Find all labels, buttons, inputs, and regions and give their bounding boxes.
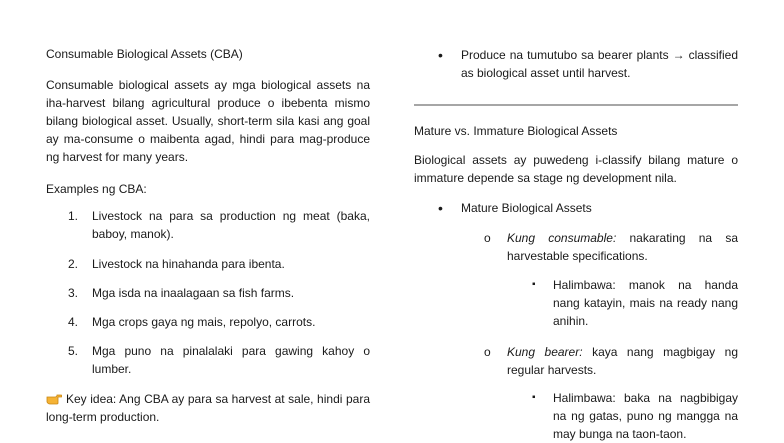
list-item-text: Mga crops gaya ng mais, repolyo, carrots. <box>92 315 316 329</box>
list-item-text: Livestock na para sa production ng meat (baka, baboy, manok). <box>92 209 370 241</box>
cba-intro: Consumable biological assets ay mga biological assets na iha-harvest bilang agricultural produce o ibebenta mismo bilang biological asset. Usually, short-term sila kasi ang goal ay ma-consume o maibenta agad, hindi para mag-produce ng harvest for many years. <box>46 78 370 164</box>
section-title: Mature vs. Immature Biological Assets <box>414 124 618 138</box>
pointing-hand-icon <box>46 391 62 405</box>
bullet-disc: • <box>438 200 443 216</box>
consumable-example: Halimbawa: manok na handa nang katayin, mais na ready nang anihin. <box>553 278 738 328</box>
bullet-disc: • <box>438 47 443 63</box>
bearer-example: Halimbawa: baka na nagbibigay na ng gatas, puno ng mangga na may bunga na taon-taon. <box>553 391 738 441</box>
bullet-circle: o <box>484 231 491 245</box>
consumable-text: nakarating na sa harvestable specifications. <box>507 231 738 263</box>
bearer-label: Kung bearer: <box>507 345 583 359</box>
list-item-text: Mga puno na pinalalaki para gawing kahoy o lumber. <box>92 344 370 376</box>
key-idea-text: Key idea: Ang CBA ay para sa harvest at sale, hindi para long-term production. <box>46 392 370 424</box>
list-item-number: 2. <box>68 257 79 271</box>
list-item-number: 5. <box>68 344 79 358</box>
consumable-item <box>507 229 738 265</box>
bearer-item <box>507 343 738 379</box>
bullet-circle: o <box>484 345 491 359</box>
bullet-square: ▪ <box>532 279 536 290</box>
cba-title: Consumable Biological Assets (CBA) <box>46 47 243 61</box>
top-bullet-text: Produce na tumutubo sa bearer plants → classified as biological asset until harvest. <box>461 48 738 80</box>
list-item-number: 4. <box>68 315 79 329</box>
list-item-text: Livestock na hinahanda para ibenta. <box>92 257 285 271</box>
section-divider <box>414 104 738 106</box>
examples-label: Examples ng CBA: <box>46 182 147 196</box>
list-item-number: 1. <box>68 209 79 223</box>
list-item-text: Mga isda na inaalagaan sa fish farms. <box>92 286 295 300</box>
section-intro: Biological assets ay puwedeng i-classify bilang mature o immature depende sa stage ng development nila. <box>414 153 738 185</box>
consumable-label: Kung consumable: <box>507 231 617 245</box>
bullet-square: ▪ <box>532 392 536 403</box>
key-idea <box>46 390 370 426</box>
list-item-number: 3. <box>68 286 79 300</box>
mature-label: Mature Biological Assets <box>461 201 592 215</box>
bearer-text: kaya nang magbigay ng regular harvests. <box>507 345 738 377</box>
